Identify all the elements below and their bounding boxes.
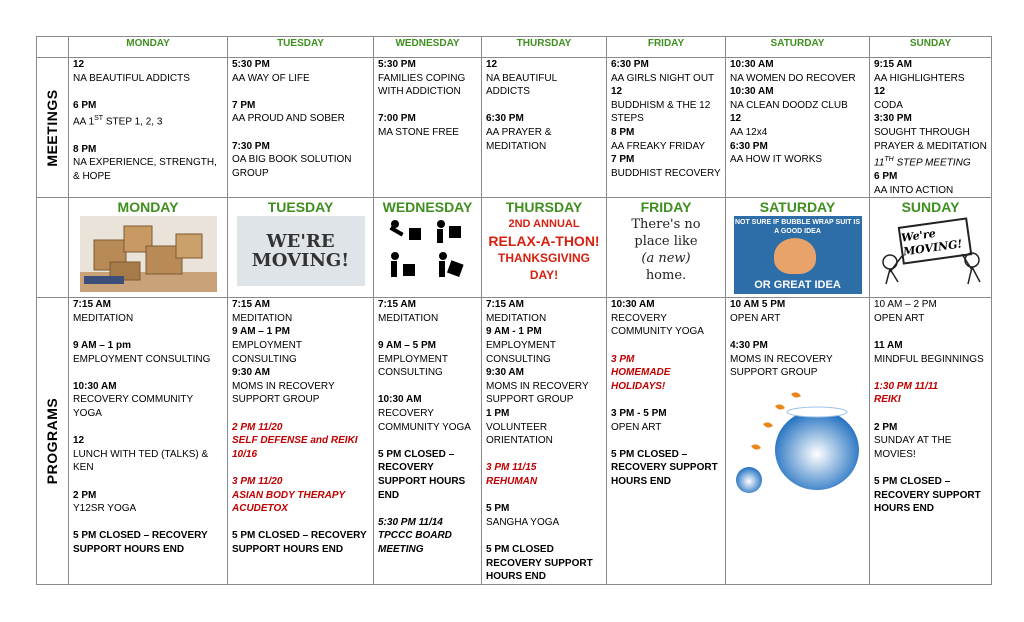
bubble-wrap-meme-image: NOT SURE IF BUBBLE WRAP SUIT IS A GOOD IDEA OR GREAT IDEA	[734, 216, 862, 294]
weekly-schedule-table	[36, 36, 992, 585]
day-header-saturday: SATURDAY	[726, 37, 870, 58]
day-header-wednesday: WEDNESDAY	[374, 37, 482, 58]
meetings-row-label: MEETINGS	[37, 58, 69, 198]
programs-wednesday: 7:15 AM MEDITATION 9 AM – 5 PM EMPLOYMENT CONSULTING 10:30 AM RECOVERY COMMUNITY YOGA 5 PM CLOSED – RECOVERY SUPPORT HOURS END 5:30 PM 11/14 TPCCC BOARD MEETING	[374, 298, 482, 585]
picture-monday: MONDAY	[69, 198, 228, 298]
programs-friday: 10:30 AM RECOVERY COMMUNITY YOGA 3 PM HOMEMADE HOLIDAYS! 3 PM - 5 PM OPEN ART 5 PM CLOSED – RECOVERY SUPPORT HOURS END	[607, 298, 726, 585]
programs-row	[37, 298, 992, 585]
meetings-wednesday: 5:30 PM FAMILIES COPING WITH ADDICTION 7:00 PM MA STONE FREE	[374, 58, 482, 198]
programs-tuesday: 7:15 AM MEDITATION 9 AM – 1 PM EMPLOYMENT CONSULTING 9:30 AM MOMS IN RECOVERY SUPPORT GROUP 2 PM 11/20 SELF DEFENSE and REIKI 10/16 3 PM 11/20 ASIAN BODY THERAPY ACUDETOX 5 PM CLOSED – RECOVERY SUPPORT HOURS END	[228, 298, 374, 585]
eleventh-step-text: 11TH STEP MEETING	[874, 156, 971, 169]
programs-row-label: PROGRAMS	[37, 298, 69, 585]
picture-friday: FRIDAY There's no place like (a new) home.	[607, 198, 726, 298]
meetings-row	[37, 58, 992, 198]
day-header-tuesday: TUESDAY	[228, 37, 374, 58]
programs-monday: 7:15 AM MEDITATION 9 AM – 1 pm EMPLOYMENT CONSULTING 10:30 AM RECOVERY COMMUNITY YOGA 12 LUNCH WITH TED (TALKS) & KEN 2 PM Y12SR YOGA 5 PM CLOSED – RECOVERY SUPPORT HOURS END	[69, 298, 228, 585]
box-movers-icon	[383, 216, 473, 286]
picture-wednesday: WEDNESDAY	[374, 198, 482, 298]
day-header-sunday: SUNDAY	[870, 37, 992, 58]
meetings-saturday: 10:30 AM NA WOMEN DO RECOVER 10:30 AM NA CLEAN DOODZ CLUB 12 AA 12x4 6:30 PM AA HOW IT WORKS	[726, 58, 870, 198]
relax-a-thon-image: 2ND ANNUAL RELAX-A-THON! THANKSGIVING DAY!	[488, 218, 600, 283]
picture-thursday: THURSDAY 2ND ANNUAL RELAX-A-THON! THANKSGIVING DAY!	[482, 198, 607, 298]
programs-saturday: 10 AM 5 PM OPEN ART 4:30 PM MOMS IN RECOVERY SUPPORT GROUP	[726, 298, 870, 585]
pictures-row-label	[37, 198, 69, 298]
programs-thursday: 7:15 AM MEDITATION 9 AM - 1 PM EMPLOYMENT CONSULTING 9:30 AM MOMS IN RECOVERY SUPPORT GROUP 1 PM VOLUNTEER ORIENTATION 3 PM 11/15 REHUMAN 5 PM SANGHA YOGA 5 PM CLOSED RECOVERY SUPPORT HOURS END	[482, 298, 607, 585]
picture-saturday: SATURDAY NOT SURE IF BUBBLE WRAP SUIT IS A GOOD IDEA OR GREAT IDEA	[726, 198, 870, 298]
programs-sunday: 10 AM – 2 PM OPEN ART 11 AM MINDFUL BEGINNINGS 1:30 PM 11/11 REIKI 2 PM SUNDAY AT THE MOVIES! 5 PM CLOSED – RECOVERY SUPPORT HOURS END	[870, 298, 992, 585]
day-header-monday: MONDAY	[69, 37, 228, 58]
were-moving-map-image: WE'RE MOVING!	[237, 216, 365, 286]
picture-tuesday: TUESDAY WE'RE MOVING!	[228, 198, 374, 298]
meetings-friday: 6:30 PM AA GIRLS NIGHT OUT 12 BUDDHISM & THE 12 STEPS 8 PM AA FREAKY FRIDAY 7 PM BUDDHIST RECOVERY	[607, 58, 726, 198]
fishbowl-image	[733, 388, 863, 498]
day-header-row	[37, 37, 992, 58]
pictures-row	[37, 198, 992, 298]
corner-cell	[37, 37, 69, 58]
meetings-sunday: 9:15 AM AA HIGHLIGHTERS 12 CODA 3:30 PM SOUGHT THROUGH PRAYER & MEDITATION 11TH STEP MEETING 6 PM AA INTO ACTION	[870, 58, 992, 198]
day-header-friday: FRIDAY	[607, 37, 726, 58]
day-header-thursday: THURSDAY	[482, 37, 607, 58]
were-moving-cartoon-image: We're MOVING!	[876, 216, 986, 286]
meetings-tuesday: 5:30 PM AA WAY OF LIFE 7 PM AA PROUD AND SOBER 7:30 PM OA BIG BOOK SOLUTION GROUP	[228, 58, 374, 198]
meetings-thursday: 12 NA BEAUTIFUL ADDICTS 6:30 PM AA PRAYER & MEDITATION	[482, 58, 607, 198]
meetings-monday: 12 NA BEAUTIFUL ADDICTS 6 PM AA 1ST STEP 1, 2, 3 8 PM NA EXPERIENCE, STRENGTH, & HOPE	[69, 58, 228, 198]
no-place-like-home-image: There's no place like (a new) home.	[631, 217, 701, 284]
cartoon-figures-icon	[876, 216, 986, 286]
moving-boxes-image	[80, 216, 217, 292]
picture-sunday: SUNDAY We're MOVING!	[870, 198, 992, 298]
aa-first-step-text: AA 1ST STEP 1, 2, 3	[73, 115, 163, 128]
